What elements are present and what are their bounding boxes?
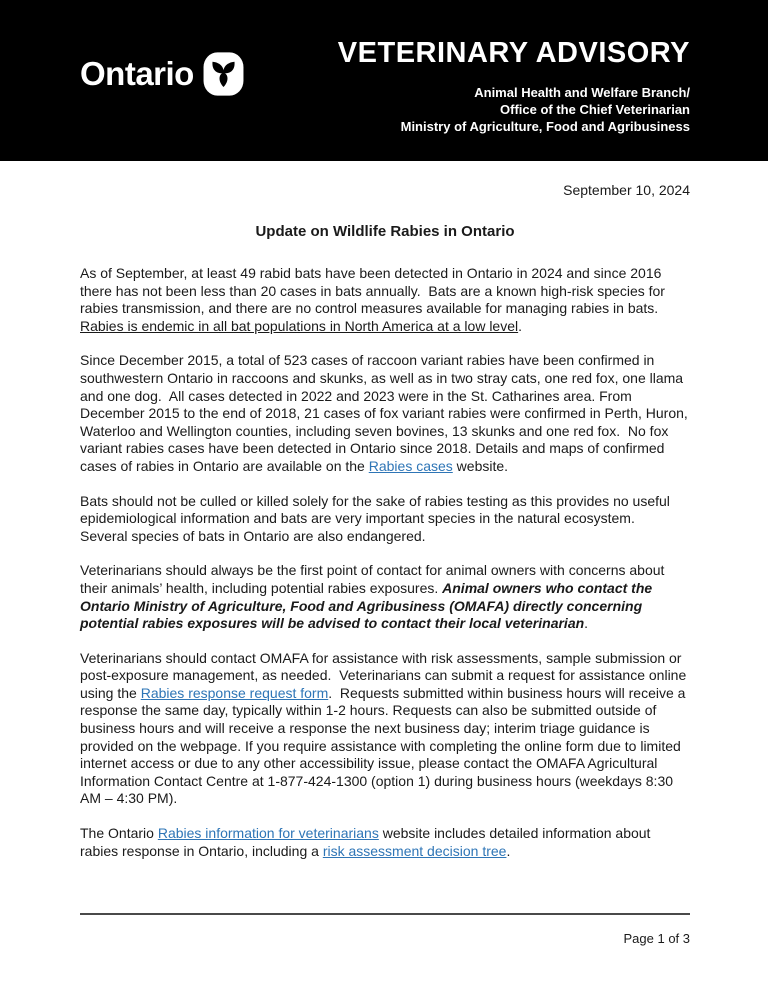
paragraph	[80, 493, 690, 546]
footer-divider	[80, 913, 690, 915]
text-span: .	[518, 317, 523, 334]
document-body	[80, 265, 690, 860]
header-subtitle-line: Office of the Chief Veterinarian	[500, 101, 690, 117]
trillium-icon	[203, 52, 244, 96]
paragraph	[80, 352, 690, 475]
text-span: Veterinarians should contact OMAFA for assistance with risk assessments, sample submission or post-exposure management, as needed. Veterinarians can submit a request for assistance online using the	[80, 649, 691, 701]
text-span: Rabies is endemic in all bat populations in North America at a low level	[80, 317, 519, 334]
risk-assessment-decision-tree-link[interactable]: risk assessment decision tree	[322, 842, 507, 859]
paragraph	[80, 265, 690, 335]
text-span: Animal owners who contact the Ontario Ministry of Agriculture, Food and Agribusiness (OMAFA) directly concerning potential rabies exposures will be advised to contact their local veterinarian	[80, 579, 657, 632]
rabies-response-request-form-link[interactable]: Rabies response request form	[140, 684, 329, 701]
header-text-block	[338, 38, 690, 135]
paragraph	[80, 825, 690, 860]
page-number: Page 1 of 3	[623, 931, 690, 946]
text-span: . Requests submitted within business hours will receive a response the same day, typically within 1-2 hours. Requests can also be submitted outside of business hours and will receive a response the next business day; interim triage guidance is provided on the webpage. If you require assistance with completing the online form due to limited internet access or due to any other accessibility issue, please contact the OMAFA Agricultural Information Contact Centre at 1-877-424-1300 (option 1) during business hours (weekdays 8:30 AM – 4:30 PM).	[80, 684, 690, 807]
text-span: .	[506, 842, 511, 859]
ontario-logo	[80, 52, 244, 96]
ontario-logo-text: Ontario	[80, 55, 194, 92]
text-span: website includes detailed information about rabies response in Ontario, including a	[80, 825, 655, 859]
document-title: Update on Wildlife Rabies in Ontario	[255, 223, 515, 240]
advisory-heading: VETERINARY ADVISORY	[337, 37, 690, 69]
header-subtitle-line: Ministry of Agriculture, Food and Agribusiness	[400, 118, 690, 134]
paragraph	[80, 562, 690, 632]
text-span: website.	[452, 457, 509, 474]
header-subtitle	[338, 84, 690, 135]
text-span: .	[584, 615, 589, 632]
paragraph	[80, 650, 690, 808]
rabies-information-for-veterinarians-link[interactable]: Rabies information for veterinarians	[157, 825, 379, 842]
header-subtitle-line: Animal Health and Welfare Branch/	[474, 84, 690, 100]
text-span: As of September, at least 49 rabid bats have been detected in Ontario in 2024 and since 2016 there has not been less than 20 cases in bats annually. Bats are a known high-risk species for rabies transmission, and there are no control measures available for managing rabies in bats.	[80, 265, 669, 317]
page-footer	[80, 913, 690, 946]
text-span: The Ontario	[80, 825, 158, 842]
text-span: Since December 2015, a total of 523 cases of raccoon variant rabies have been confirmed in southwestern Ontario in raccoons and skunks, as well as in two stray cats, one red fox, one llama and one dog. All cases detected in 2022 and 2023 were in the St. Catharines area. From December 2015 to the end of 2018, 21 cases of fox variant rabies were confirmed in Perth, Huron, Waterloo and Wellington counties, including seven bovines, 13 skunks and one red fox. No fox variant rabies cases have been detected in Ontario since 2018. Details and maps of confirmed cases of rabies in Ontario are available on the	[80, 352, 692, 474]
text-span: Bats should not be culled or killed solely for the sake of rabies testing as this provides no useful epidemiological information and bats are very important species in the natural ecosystem. Several species of bats in Ontario are also endangered.	[80, 492, 674, 544]
text-span: Veterinarians should always be the first point of contact for animal owners with concerns about their animals’ health, including potential rabies exposures.	[80, 562, 669, 596]
header-banner	[0, 0, 768, 161]
document-date: September 10, 2024	[563, 182, 690, 198]
document-content	[0, 182, 768, 860]
rabies-cases-link[interactable]: Rabies cases	[368, 457, 453, 474]
